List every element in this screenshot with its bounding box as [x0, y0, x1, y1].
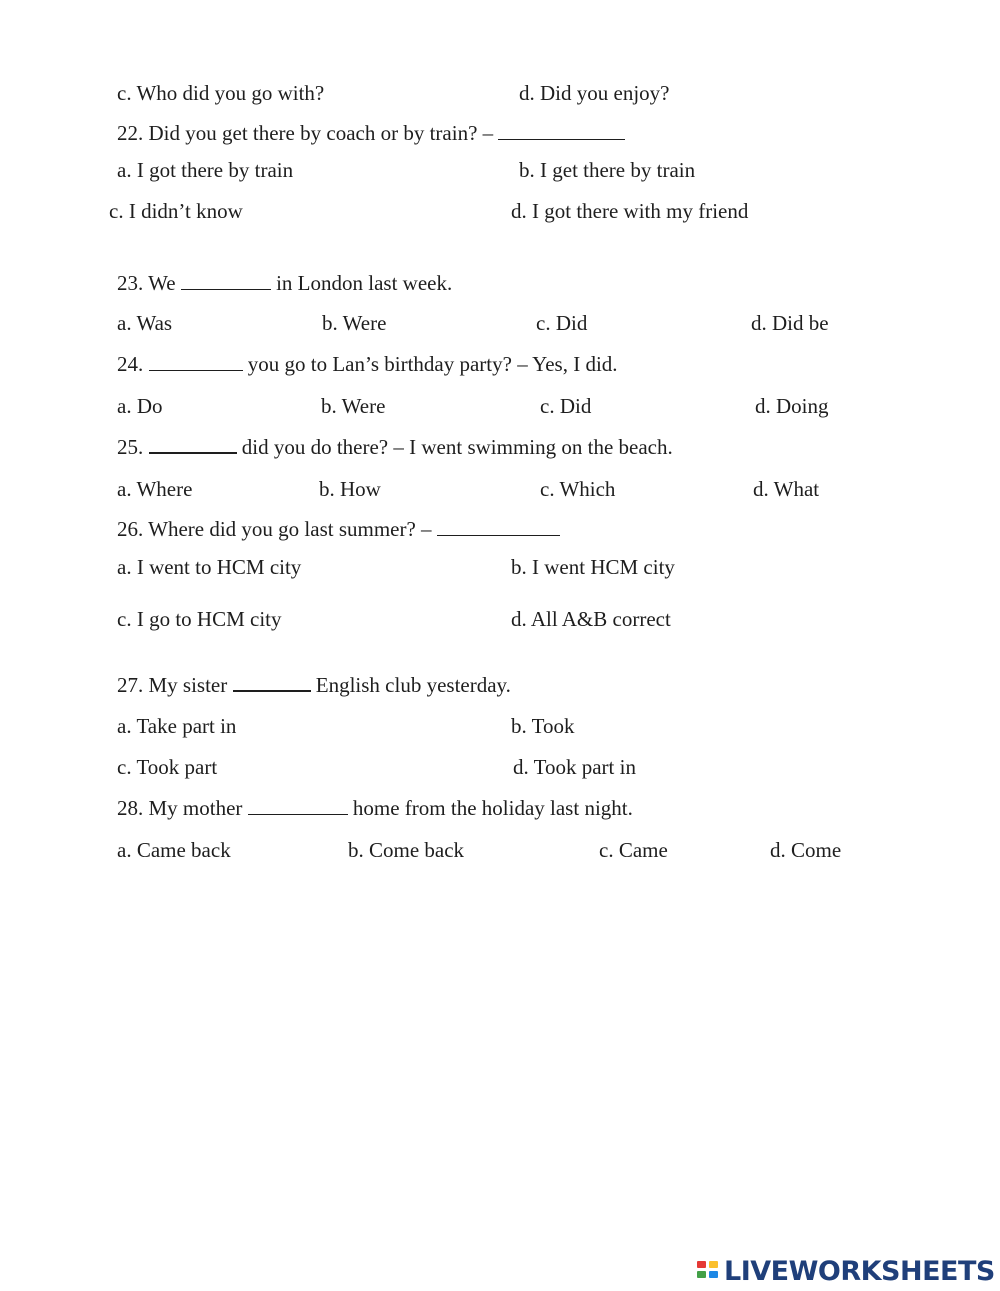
q23-answer-blank[interactable] — [181, 271, 271, 290]
logo-block-yellow — [709, 1261, 718, 1268]
q24-option-c[interactable]: c. Did — [540, 394, 592, 418]
q21-option-d[interactable]: d. Did you enjoy? — [519, 81, 670, 105]
q26-answer-blank[interactable] — [437, 517, 560, 536]
q28-stem — [117, 795, 633, 821]
q26-option-a[interactable]: a. I went to HCM city — [117, 555, 302, 579]
q24-text-pre: 24. — [117, 352, 144, 376]
q24-stem — [117, 351, 618, 377]
logo-block-green — [697, 1271, 706, 1278]
q25-stem — [117, 434, 673, 460]
q24-option-a[interactable]: a. Do — [117, 394, 163, 418]
q28-answer-blank[interactable] — [248, 796, 348, 815]
q28-option-a[interactable]: a. Came back — [117, 838, 231, 862]
q25-text-post: did you do there? – I went swimming on the beach. — [241, 435, 673, 459]
q28-option-d[interactable]: d. Come — [770, 838, 842, 862]
q22-answer-blank[interactable] — [498, 121, 625, 140]
q26-option-c[interactable]: c. I go to HCM city — [117, 607, 282, 631]
q23-option-c[interactable]: c. Did — [536, 311, 588, 335]
q27-option-d[interactable]: d. Took part in — [513, 755, 636, 779]
q28-text-post: home from the holiday last night. — [352, 796, 633, 820]
q22-option-d[interactable]: d. I got there with my friend — [511, 199, 749, 223]
q23-option-a[interactable]: a. Was — [117, 311, 173, 335]
q24-answer-blank[interactable] — [149, 352, 243, 371]
q21-option-c[interactable]: c. Who did you go with? — [117, 81, 325, 105]
q26-option-b[interactable]: b. I went HCM city — [511, 555, 675, 579]
q27-option-b[interactable]: b. Took — [511, 714, 575, 738]
q26-option-d[interactable]: d. All A&B correct — [511, 607, 671, 631]
q25-option-a[interactable]: a. Where — [117, 477, 193, 501]
q23-option-b[interactable]: b. Were — [322, 311, 387, 335]
liveworksheets-logo — [697, 1256, 995, 1286]
q27-option-c[interactable]: c. Took part — [117, 755, 218, 779]
q27-answer-blank[interactable] — [233, 672, 311, 692]
q23-text-post: in London last week. — [276, 271, 453, 295]
logo-blocks-icon — [697, 1258, 721, 1284]
q22-text: 22. Did you get there by coach or by train? – — [117, 121, 494, 145]
q22-stem — [117, 120, 625, 146]
q25-option-c[interactable]: c. Which — [540, 477, 616, 501]
q23-option-d[interactable]: d. Did be — [751, 311, 829, 335]
q22-option-a[interactable]: a. I got there by train — [117, 158, 294, 182]
logo-text: LIVEWORKSHEETS — [724, 1255, 995, 1287]
q26-text: 26. Where did you go last summer? – — [117, 517, 432, 541]
q28-option-c[interactable]: c. Came — [599, 838, 668, 862]
q25-answer-blank[interactable] — [149, 434, 237, 454]
q28-text-pre: 28. My mother — [117, 796, 243, 820]
q27-stem — [117, 672, 511, 698]
q23-stem — [117, 270, 452, 296]
q25-text-pre: 25. — [117, 435, 144, 459]
q28-option-b[interactable]: b. Come back — [348, 838, 465, 862]
q22-option-c[interactable]: c. I didn’t know — [109, 199, 243, 223]
logo-block-blue — [709, 1271, 718, 1278]
q25-option-d[interactable]: d. What — [753, 477, 820, 501]
logo-block-red — [697, 1261, 706, 1268]
q27-text-post: English club yesterday. — [315, 673, 511, 697]
q27-option-a[interactable]: a. Take part in — [117, 714, 237, 738]
q24-text-post: you go to Lan’s birthday party? – Yes, I did. — [247, 352, 618, 376]
q23-text-pre: 23. We — [117, 271, 176, 295]
q25-option-b[interactable]: b. How — [319, 477, 381, 501]
q24-option-b[interactable]: b. Were — [321, 394, 386, 418]
q22-option-b[interactable]: b. I get there by train — [519, 158, 696, 182]
q24-option-d[interactable]: d. Doing — [755, 394, 829, 418]
q27-text-pre: 27. My sister — [117, 673, 228, 697]
q26-stem — [117, 516, 560, 542]
